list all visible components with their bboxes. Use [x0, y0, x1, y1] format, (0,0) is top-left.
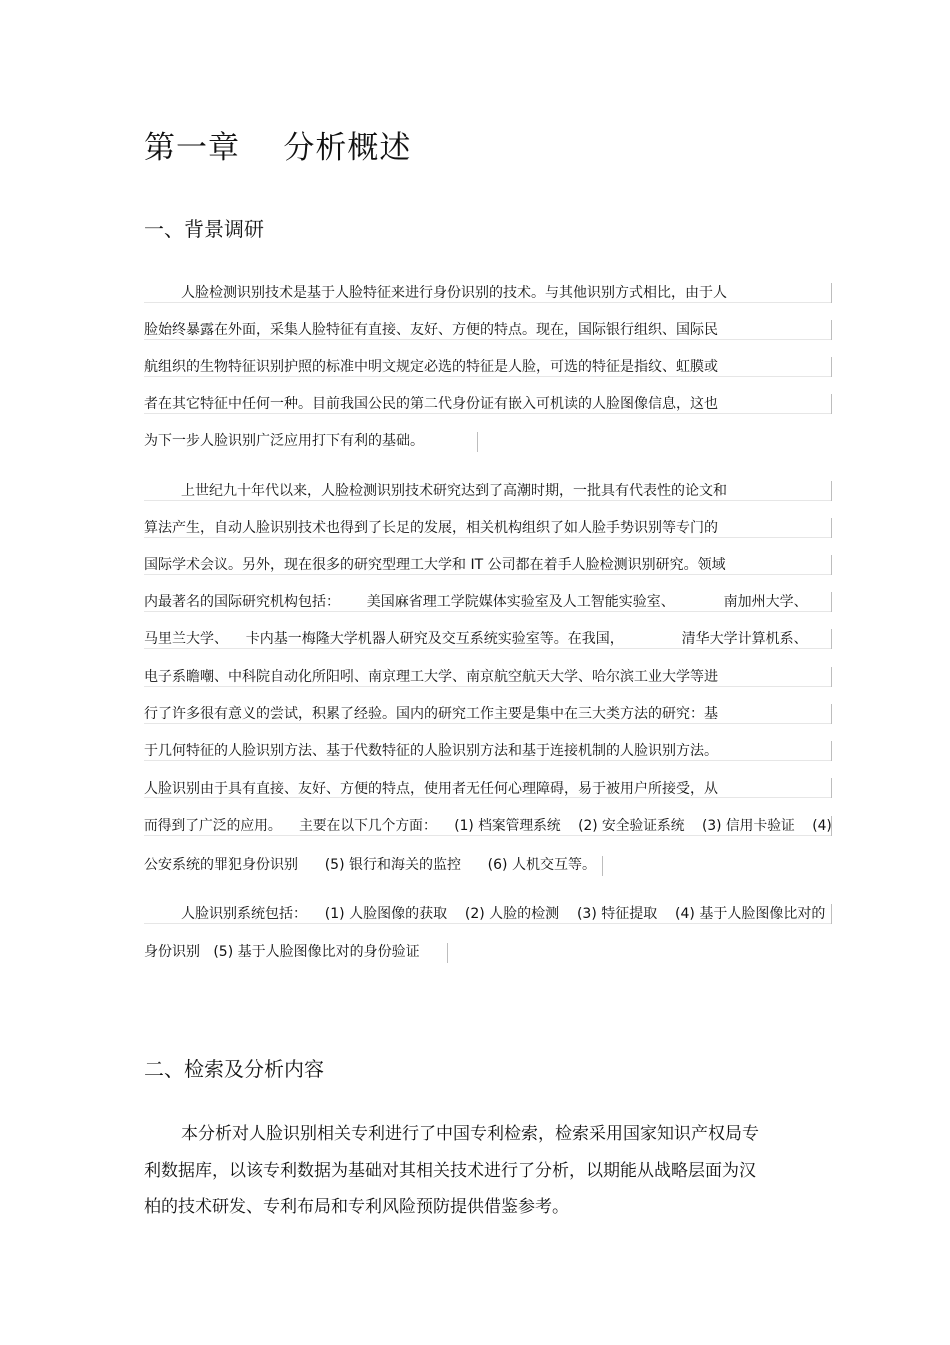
line-marker — [831, 357, 832, 377]
line-marker — [831, 667, 832, 687]
line-marker — [477, 432, 478, 452]
text-line: 而得到了广泛的应用。 主要在以下几个方面： (1) 档案管理系统 (2) 安全验证系统 (3) 信用卡验证 (4) — [144, 818, 832, 834]
line-marker — [831, 518, 832, 538]
text-line: 行了许多很有意义的尝试，积累了经验。国内的研究工作主要是集中在三大类方法的研究：基 — [144, 706, 718, 722]
text-line: 内最著名的国际研究机构包括： 美国麻省理工学院媒体实验室及人工智能实验室、 南加州大学、 — [144, 594, 808, 610]
line-marker — [831, 904, 832, 924]
text-line: 人脸识别系统包括： (1) 人脸图像的获取 (2) 人脸的检测 (3) 特征提取 (4) 基于人脸图像比对的 — [181, 906, 826, 922]
section-heading-search-analysis: 二、检索及分析内容 — [144, 1057, 324, 1081]
line-marker — [831, 394, 832, 414]
text-line: 柏的技术研发、专利布局和专利风险预防提供借鉴参考。 — [144, 1197, 569, 1217]
text-line: 人脸检测识别技术是基于人脸特征来进行身份识别的技术。与其他识别方式相比，由于人 — [181, 285, 727, 301]
line-marker — [831, 555, 832, 575]
text-line: 身份识别 (5) 基于人脸图像比对的身份验证 — [144, 944, 420, 960]
text-line: 公安系统的罪犯身份识别 (5) 银行和海关的监控 (6) 人机交互等。 — [144, 857, 596, 873]
text-line: 人脸识别由于具有直接、友好、方便的特点，使用者无任何心理障碍，易于被用户所接受，从 — [144, 781, 718, 797]
line-marker — [831, 283, 832, 303]
chapter-title: 第一章 分析概述 — [144, 130, 412, 166]
text-line: 上世纪九十年代以来，人脸检测识别技术研究达到了高潮时期，一批具有代表性的论文和 — [181, 483, 727, 499]
line-marker — [831, 704, 832, 724]
text-line: 者在其它特征中任何一种。目前我国公民的第二代身份证有嵌入可机读的人脸图像信息，这也 — [144, 396, 718, 412]
text-line: 利数据库，以该专利数据为基础对其相关技术进行了分析，以期能从战略层面为汉 — [144, 1161, 756, 1181]
line-marker — [831, 778, 832, 798]
line-marker — [447, 943, 448, 963]
text-line: 本分析对人脸识别相关专利进行了中国专利检索，检索采用国家知识产权局专 — [181, 1124, 759, 1144]
line-marker — [602, 856, 603, 876]
line-marker — [831, 592, 832, 612]
text-line: 航组织的生物特征识别护照的标准中明文规定必选的特征是人脸，可选的特征是指纹、虹膜或 — [144, 359, 718, 375]
text-line: 马里兰大学、 卡内基一梅隆大学机器人研究及交互系统实验室等。在我国， 清华大学计算机系、 — [144, 631, 808, 647]
section-heading-background: 一、背景调研 — [144, 217, 264, 241]
line-marker — [831, 481, 832, 501]
text-line: 脸始终暴露在外面，采集人脸特征有直接、友好、方便的特点。现在，国际银行组织、国际民 — [144, 322, 718, 338]
text-line: 为下一步人脸识别广泛应用打下有利的基础。 — [144, 433, 424, 449]
line-marker — [831, 629, 832, 649]
line-marker — [831, 320, 832, 340]
text-line: 于几何特征的人脸识别方法、基于代数特征的人脸识别方法和基于连接机制的人脸识别方法。 — [144, 743, 718, 759]
text-line: 国际学术会议。另外，现在很多的研究型理工大学和 IT 公司都在着手人脸检测识别研究。领域 — [144, 557, 726, 573]
line-marker — [831, 741, 832, 761]
text-line: 电子系瞻嘲、中科院自动化所阳吲、南京理工大学、南京航空航天大学、哈尔滨工业大学等进 — [144, 669, 718, 685]
text-line: 算法产生，自动人脸识别技术也得到了长足的发展，相关机构组织了如人脸手势识别等专门的 — [144, 520, 718, 536]
